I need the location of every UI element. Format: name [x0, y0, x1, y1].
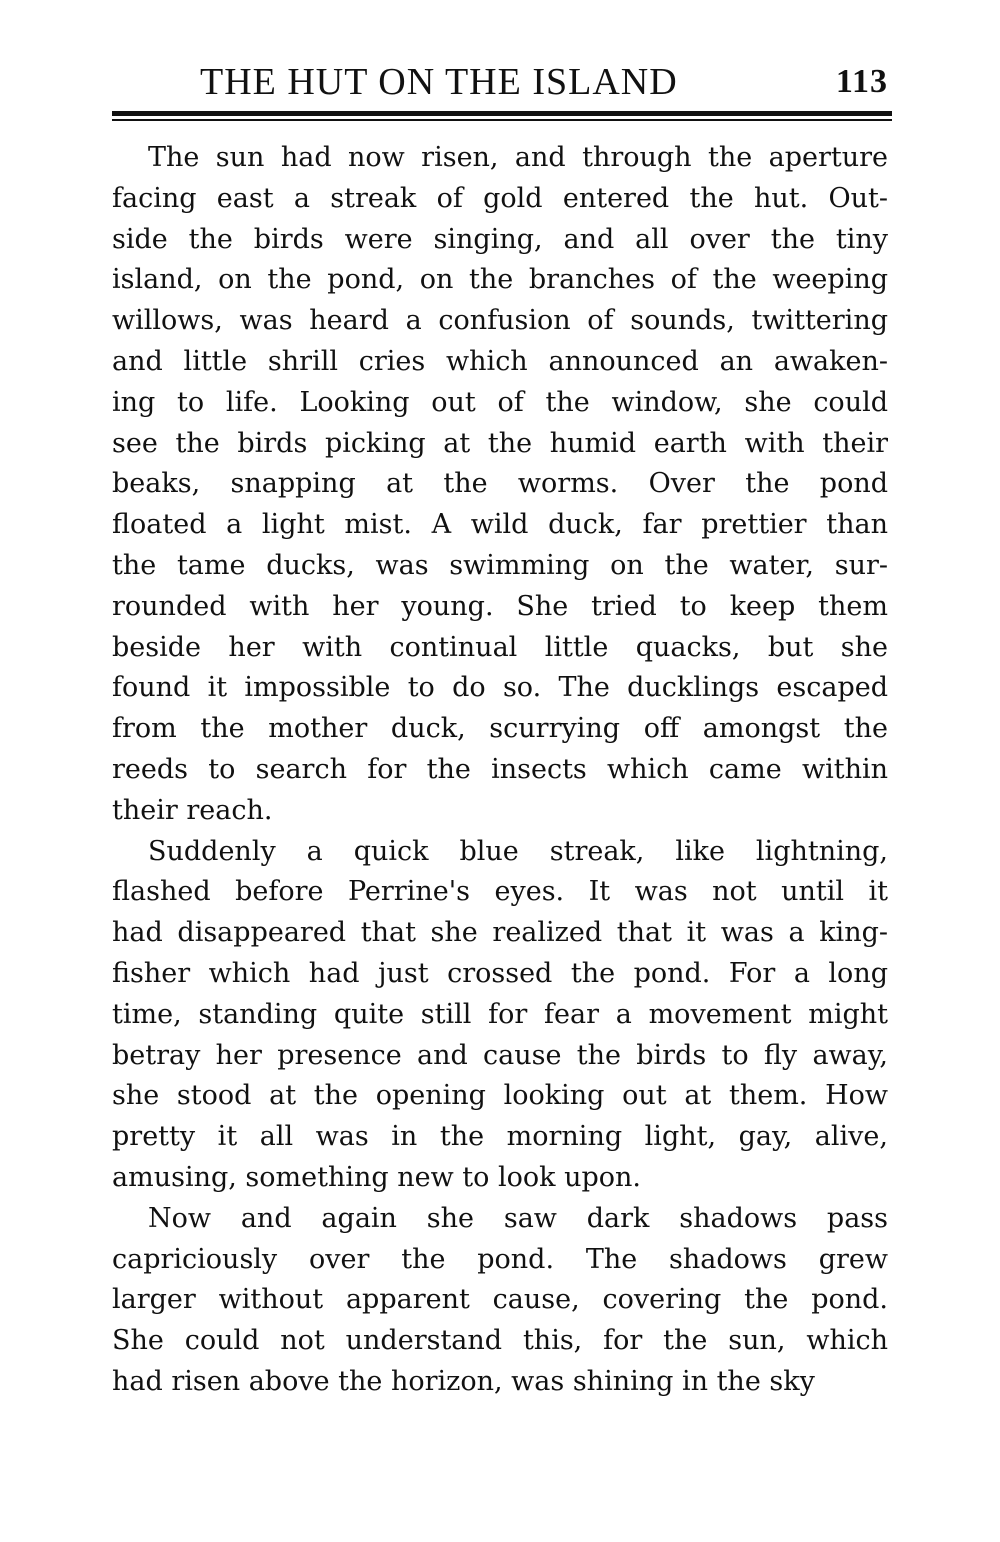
- text-line: rounded with her young. She tried to keep them: [112, 590, 888, 622]
- paragraph: [112, 138, 888, 832]
- text-line: Now and again she saw dark shadows pass: [148, 1202, 888, 1234]
- text-line: beside her with continual little quacks, but she: [112, 631, 888, 663]
- text-line: island, on the pond, on the branches of the weeping: [112, 264, 888, 296]
- text-line: had risen above the horizon, was shining in the sky: [112, 1365, 815, 1397]
- text-line: reeds to search for the insects which came within: [112, 753, 888, 785]
- text-line: She could not understand this, for the sun, which: [112, 1325, 888, 1357]
- text-line: from the mother duck, scurrying off amongst the: [112, 713, 888, 745]
- text-line: ing to life. Looking out of the window, she could: [112, 386, 888, 418]
- text-line: see the birds picking at the humid earth with their: [112, 427, 888, 459]
- text-line: their reach.: [112, 794, 273, 826]
- header-rule-thick: [112, 111, 892, 116]
- text-line: had disappeared that she realized that it was a king-: [112, 917, 888, 949]
- text-line: fisher which had just crossed the pond. For a long: [112, 957, 888, 989]
- header-rule-thin: [112, 119, 892, 121]
- text-line: side the birds were singing, and all over the tiny: [112, 223, 888, 255]
- text-line: Suddenly a quick blue streak, like lightning,: [148, 835, 888, 867]
- paragraph: [112, 832, 888, 1199]
- page-number: 113: [835, 63, 888, 100]
- text-line: found it impossible to do so. The ducklings escaped: [112, 672, 888, 704]
- paragraph: [112, 1199, 888, 1403]
- chapter-title: THE HUT ON THE ISLAND: [200, 61, 678, 103]
- text-line: she stood at the opening looking out at them. How: [112, 1080, 888, 1112]
- text-line: beaks, snapping at the worms. Over the pond: [112, 468, 888, 500]
- text-line: facing east a streak of gold entered the hut. Out-: [112, 182, 888, 214]
- body-text: [112, 138, 888, 1403]
- text-line: willows, was heard a confusion of sounds, twittering: [112, 305, 888, 337]
- running-header: [200, 60, 892, 104]
- text-line: the tame ducks, was swimming on the water, sur-: [112, 549, 888, 581]
- text-line: and little shrill cries which announced an awaken-: [112, 345, 888, 377]
- text-line: pretty it all was in the morning light, gay, alive,: [112, 1121, 888, 1153]
- text-line: floated a light mist. A wild duck, far prettier than: [112, 509, 888, 541]
- text-line: flashed before Perrine's eyes. It was not until it: [112, 876, 888, 908]
- text-line: capriciously over the pond. The shadows grew: [112, 1243, 888, 1275]
- text-line: larger without apparent cause, covering the pond.: [112, 1284, 888, 1316]
- text-line: time, standing quite still for fear a movement might: [112, 998, 888, 1030]
- text-line: betray her presence and cause the birds to fly away,: [112, 1039, 888, 1071]
- text-line: The sun had now risen, and through the aperture: [148, 142, 888, 173]
- text-line: amusing, something new to look upon.: [112, 1161, 641, 1193]
